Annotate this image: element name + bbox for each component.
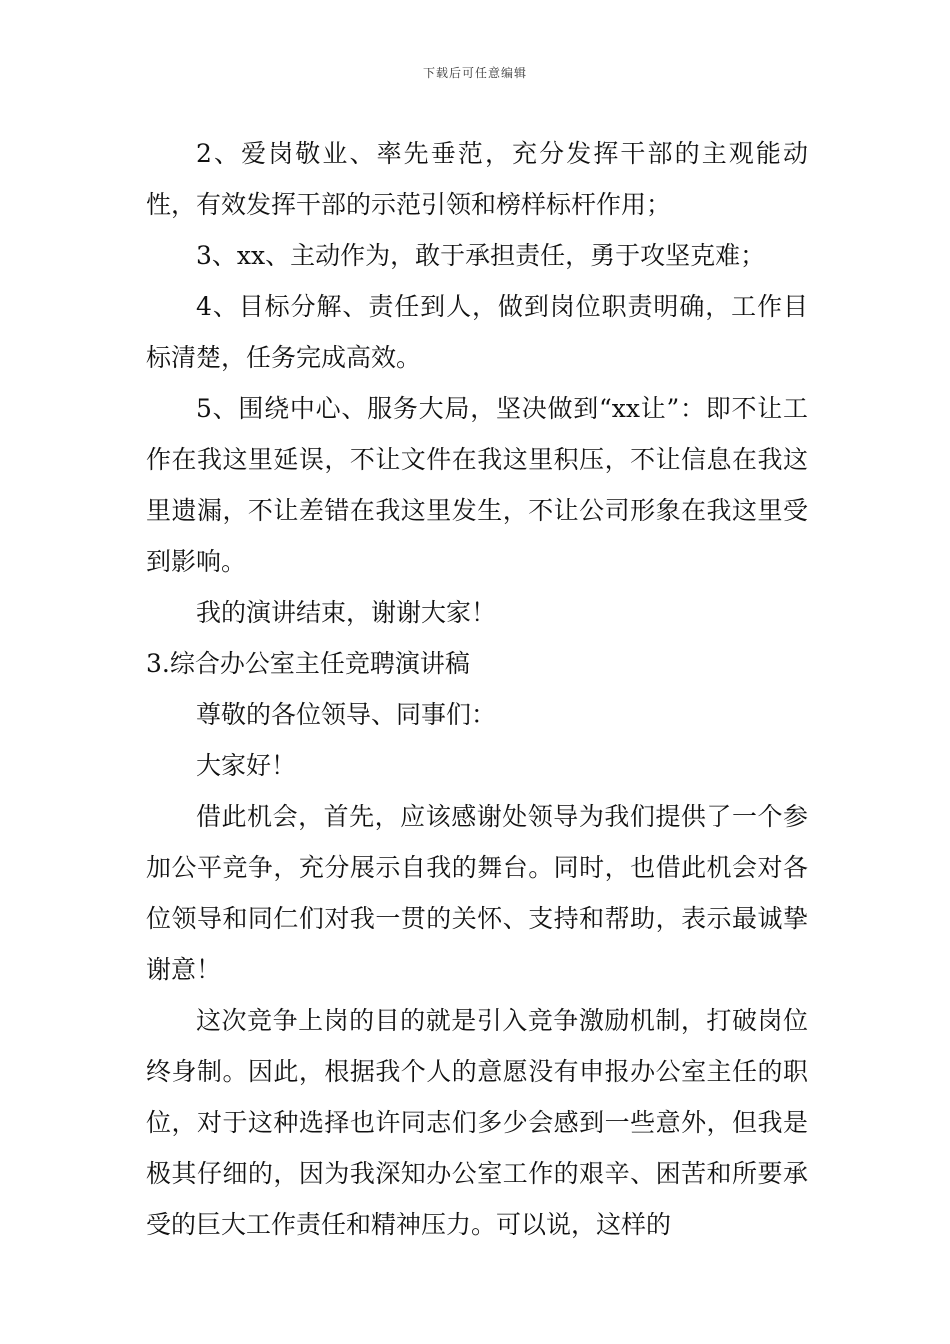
document-body: [146, 128, 808, 1250]
paragraph-item-2: 2、爱岗敬业、率先垂范，充分发挥干部的主观能动性，有效发挥干部的示范引领和榜样标杆作用；: [146, 139, 808, 219]
closing-line: 我的演讲结束，谢谢大家！: [196, 598, 497, 627]
header-note: 下载后可任意编辑: [422, 66, 527, 80]
salutation: 尊敬的各位领导、同事们：: [196, 700, 497, 729]
section-heading: 3.综合办公室主任竞聘演讲稿: [146, 649, 470, 678]
paragraph-item-4: 4、目标分解、责任到人，做到岗位职责明确，工作目标清楚，任务完成高效。: [146, 292, 808, 372]
paragraph-thanks: 借此机会，首先，应该感谢处领导为我们提供了一个参加公平竞争，充分展示自我的舞台。同时，也借此机会对各位领导和同仁们对我一贯的关怀、支持和帮助，表示最诚挚谢意！: [146, 802, 808, 984]
greeting: 大家好！: [196, 751, 297, 780]
paragraph-item-5: 5、围绕中心、服务大局，坚决做到“xx让”：即不让工作在我这里延误，不让文件在我这里积压，不让信息在我这里遗漏，不让差错在我这里发生，不让公司形象在我这里受到影响。: [146, 394, 808, 576]
paragraph-item-3: 3、xx、主动作为，敢于承担责任，勇于攻坚克难；: [196, 241, 766, 270]
paragraph-purpose: 这次竞争上岗的目的就是引入竞争激励机制，打破岗位终身制。因此，根据我个人的意愿没有申报办公室主任的职位，对于这种选择也许同志们多少会感到一些意外，但我是极其仔细的，因为我深知办公室工作的艰辛、困苦和所要承受的巨大工作责任和精神压力。可以说，这样的: [146, 1006, 808, 1239]
